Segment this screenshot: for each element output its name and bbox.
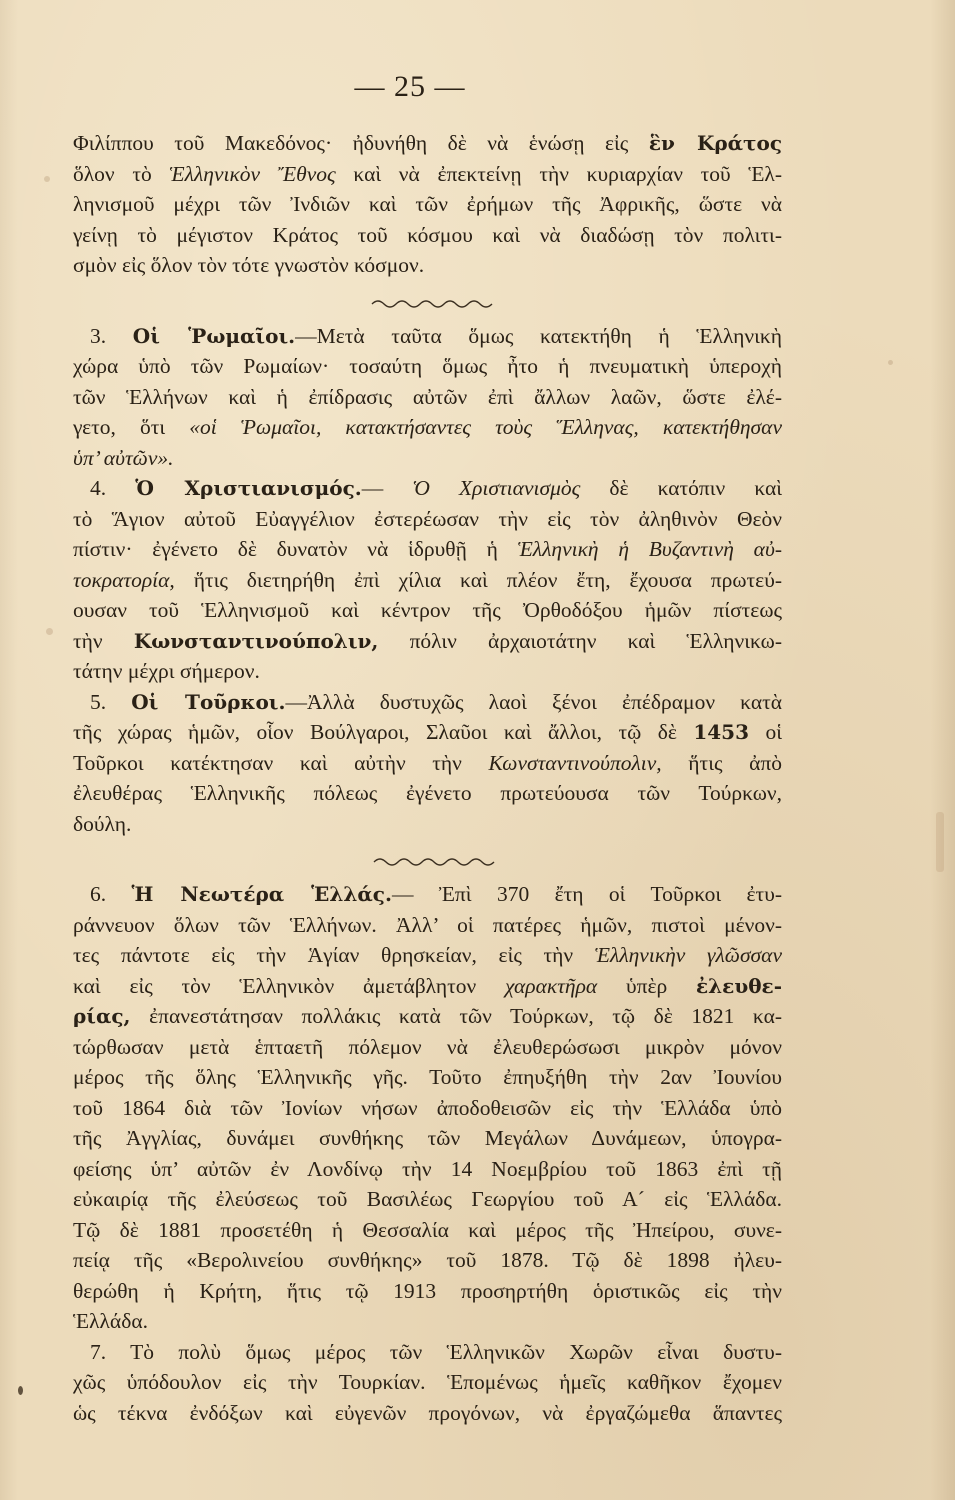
text-run: Ἑλλάδα. <box>73 1309 148 1333</box>
text-line <box>60 940 782 971</box>
wavy-line-ornament <box>372 855 498 869</box>
text-line <box>60 1001 782 1032</box>
bold-term: ἓν Κράτος <box>648 131 782 155</box>
text-line <box>60 159 782 190</box>
text-run: τάτην μέχρι σήμερον. <box>73 659 260 683</box>
text-run: Φιλίππου τοῦ Μακεδόνος· ἠδυνήθη δὲ νὰ ἑνώσῃ εἰς <box>73 131 649 155</box>
text-run: οἱ <box>749 720 782 744</box>
text-run: θερώθη ἡ Κρήτη, ἥτις τῷ 1913 προσηρτήθη ὁριστικῶς εἰς τὴν <box>73 1278 782 1303</box>
text-run: πόλιν ἀρχαιοτάτην καὶ Ἑλληνικω- <box>378 628 782 653</box>
text-line <box>60 1032 782 1063</box>
text-line <box>60 351 782 382</box>
bold-year: 1453 <box>693 720 749 744</box>
text-run: χῶς ὑπόδουλον εἰς τὴν Τουρκίαν. Ἑπομένως ἡμεῖς καθῆκον ἔχομεν <box>73 1370 782 1394</box>
text-run: —Μετὰ ταῦτα ὅμως κατεκτήθη ἡ Ἑλληνικὴ <box>295 323 782 348</box>
text-line <box>60 595 782 626</box>
text-line <box>60 534 782 565</box>
text-line <box>60 1276 782 1307</box>
body-text <box>60 128 782 1428</box>
text-line <box>60 1154 782 1185</box>
bold-term: ρίας, <box>73 1004 131 1028</box>
text-run: ληνισμοῦ μέχρι τῶν Ἰνδιῶν καὶ τῶν ἐρήμων τῆς Ἀφρικῆς, ὥστε νὰ <box>73 192 782 216</box>
text-run: ἐλευθέρας Ἑλληνικῆς πόλεως ἐγένετο πρωτεύουσα τῶν Τούρκων, <box>73 781 782 805</box>
bold-term: ἐλευθε- <box>695 973 782 998</box>
text-run: ἐπανεστάτησαν πολλάκις κατὰ τῶν Τούρκων, τῷ δὲ 1821 κα- <box>130 1004 782 1028</box>
text-run: τῆς Ἀγγλίας, δυνάμει συνθήκης τῶν Μεγάλων Δυνάμεων, ὑπογρα- <box>73 1126 782 1150</box>
text-line <box>60 626 782 657</box>
text-run: ὡς τέκνα ἐνδόξων καὶ εὐγενῶν προγόνων, νὰ ἐργαζώμεθα ἅπαντες <box>73 1400 782 1425</box>
text-run: τὴν <box>73 628 134 653</box>
text-line <box>60 748 782 779</box>
text-line <box>60 220 782 251</box>
section-heading: Οἱ Ῥωμαῖοι. <box>132 323 296 348</box>
italic-term: Ἑλληνικὴν γλῶσσαν <box>594 943 782 967</box>
text-run: γετο, ὅτι <box>73 415 190 439</box>
text-run: ἥτις ἀπὸ <box>661 750 782 775</box>
text-run: μέρος τῆς ὅλης Ἑλληνικῆς γῆς. Τοῦτο ἐπηυξήθη τὴν 2αν Ἰουνίου <box>73 1065 782 1089</box>
section-heading: Ἡ Νεωτέρα Ἑλλάς. <box>131 882 392 906</box>
text-line <box>60 1337 782 1368</box>
text-run: τες πάντοτε εἰς τὴν Ἁγίαν θρησκείαν, εἰς τὴν <box>73 943 595 967</box>
text-run: τὸ Ἅγιον αὐτοῦ Εὐαγγέλιον ἐστερέωσαν τὴν εἰς τὸν ἀληθινὸν Θεὸν <box>73 506 782 531</box>
italic-term: Ὁ Χριστιανισμὸς <box>412 476 581 500</box>
wavy-line-ornament <box>370 297 496 311</box>
text-run: πίστιν· ἐγένετο δὲ δυνατὸν νὰ ἱδρυθῇ ἡ <box>73 537 518 561</box>
text-run: καὶ νὰ ἐπεκτείνῃ τὴν κυριαρχίαν τοῦ Ἑλ- <box>335 161 782 186</box>
bold-term: Κωνσταντινούπολιν, <box>133 628 379 653</box>
text-line <box>60 382 782 413</box>
paper-stain <box>18 1386 23 1395</box>
text-run: Τῷ δὲ 1881 προσετέθη ἡ Θεσσαλία καὶ μέρος τῆς Ἠπείρου, συνε- <box>73 1217 782 1242</box>
text-run: ὅλον τὸ <box>73 161 170 186</box>
text-line <box>60 443 782 474</box>
text-run: ράννευον ὅλων τῶν Ἑλλήνων. Ἀλλ’ οἱ πατέρες ἡμῶν, πιστοὶ μένον- <box>73 912 782 937</box>
text-line <box>60 412 782 443</box>
italic-term: Ἑλληνικὴ ἡ Βυζαντινὴ αὐ- <box>517 537 782 561</box>
text-line <box>60 250 782 281</box>
text-run: δούλη. <box>73 811 132 836</box>
text-run: Τοῦρκοι κατέκτησαν καὶ αὐτὴν τὴν <box>73 750 489 775</box>
text-run: ὑπὲρ <box>597 973 696 998</box>
text-run: τώρθωσαν μετὰ ἑπταετῆ πόλεμον νὰ ἐλευθερώσωσι μικρὸν μόνον <box>73 1034 782 1059</box>
text-line <box>60 879 782 910</box>
paper-stain <box>936 812 944 872</box>
text-run: 5. <box>90 689 132 714</box>
text-line <box>60 1306 782 1337</box>
text-line <box>60 971 782 1002</box>
text-line <box>60 1367 782 1398</box>
text-run: δὲ κατόπιν καὶ <box>580 476 782 500</box>
text-run: 6. <box>90 882 132 906</box>
paper-stain <box>46 628 53 635</box>
text-line <box>60 687 782 718</box>
text-run: — <box>361 476 413 500</box>
text-run: εὐκαιρίᾳ τῆς ἐλεύσεως τοῦ Βασιλέως Γεωργίου τοῦ Α´ εἰς Ἑλλάδα. <box>73 1187 782 1211</box>
italic-term: Ἑλληνικὸν Ἔθνος <box>169 161 336 186</box>
text-run: —Ἀλλὰ δυστυχῶς λαοὶ ξένοι ἐπέδραμον κατὰ <box>285 689 782 714</box>
text-line <box>60 1093 782 1124</box>
text-line <box>60 778 782 809</box>
section-heading: Οἱ Τοῦρκοι. <box>131 689 286 714</box>
text-line <box>60 656 782 687</box>
text-line <box>60 189 782 220</box>
text-line <box>60 321 782 352</box>
text-line <box>60 717 782 748</box>
text-run: ἥτις διετηρήθη ἐπὶ χίλια καὶ πλέον ἔτη, ἔχουσα πρωτεύ- <box>174 567 782 592</box>
text-run: τοῦ 1864 διὰ τῶν Ἰονίων νήσων ἀποδοθεισῶν εἰς τὴν Ἑλλάδα ὑπὸ <box>73 1095 782 1120</box>
italic-term: Κωνσταντινούπολιν, <box>488 750 662 775</box>
text-line <box>60 473 782 504</box>
italic-quote: ὑπ’ αὐτῶν». <box>73 445 174 470</box>
text-line <box>60 128 782 159</box>
text-run: φείσης ὑπ’ αὐτῶν ἐν Λονδίνῳ τὴν 14 Νοεμβρίου τοῦ 1863 ἐπὶ τῇ <box>73 1156 782 1181</box>
ornament-divider <box>60 839 782 879</box>
text-line <box>60 1123 782 1154</box>
paper-stain <box>888 360 893 365</box>
italic-term: χαρακτῆρα <box>505 973 598 998</box>
text-line <box>60 809 782 840</box>
text-line <box>60 504 782 535</box>
text-line <box>60 1245 782 1276</box>
text-line <box>60 1062 782 1093</box>
text-run: γείνῃ τὸ μέγιστον Κράτος τοῦ κόσμου καὶ νὰ διαδώσῃ τὸν πολιτι- <box>73 222 782 247</box>
text-line <box>60 1184 782 1215</box>
text-run: τῆς χώρας ἡμῶν, οἷον Βούλγαροι, Σλαῦοι καὶ ἄλλοι, τῷ δὲ <box>73 720 694 744</box>
text-line <box>60 1215 782 1246</box>
text-run: 7. Τὸ πολὺ ὅμως μέρος τῶν Ἑλληνικῶν Χωρῶν εἶναι δυστυ- <box>90 1339 782 1364</box>
italic-quote: «οἱ Ῥωμαῖοι, κατακτήσαντες τοὺς Ἕλληνας, κατεκτήθησαν <box>189 415 782 439</box>
text-run: σμὸν εἰς ὅλον τὸν τότε γνωστὸν κόσμον. <box>73 253 425 277</box>
text-line <box>60 565 782 596</box>
text-run: 3. <box>90 323 133 348</box>
text-run: καὶ εἰς τὸν Ἑλληνικὸν ἀμετάβλητον <box>73 973 505 998</box>
text-run: τῶν Ἑλλήνων καὶ ἡ ἐπίδρασις αὐτῶν ἐπὶ ἄλλων λαῶν, ὥστε ἐλέ- <box>73 384 782 409</box>
section-heading: Ὁ Χριστιανισμός. <box>135 476 362 500</box>
page-number: — 25 — <box>354 70 466 103</box>
text-line <box>60 1398 782 1429</box>
text-run: χώρα ὑπὸ τῶν Ρωμαίων· τοσαύτη ὅμως ἦτο ἡ πνευματικὴ ὑπεροχὴ <box>73 354 782 378</box>
text-run: πείᾳ τῆς «Βερολινείου συνθήκης» τοῦ 1878. Τῷ δὲ 1898 ἠλευ- <box>73 1248 782 1272</box>
text-run: 4. <box>90 476 136 500</box>
ornament-divider <box>60 281 782 321</box>
italic-term: τοκρατορία, <box>73 567 175 592</box>
text-run: ουσαν τοῦ Ἑλληνισμοῦ καὶ κέντρον τῆς Ὀρθοδόξου ἡμῶν πίστεως <box>73 598 782 622</box>
paper-stain <box>44 176 50 182</box>
text-run: — Ἐπὶ 370 ἔτη οἱ Τοῦρκοι ἐτυ- <box>391 882 782 906</box>
text-line <box>60 910 782 941</box>
